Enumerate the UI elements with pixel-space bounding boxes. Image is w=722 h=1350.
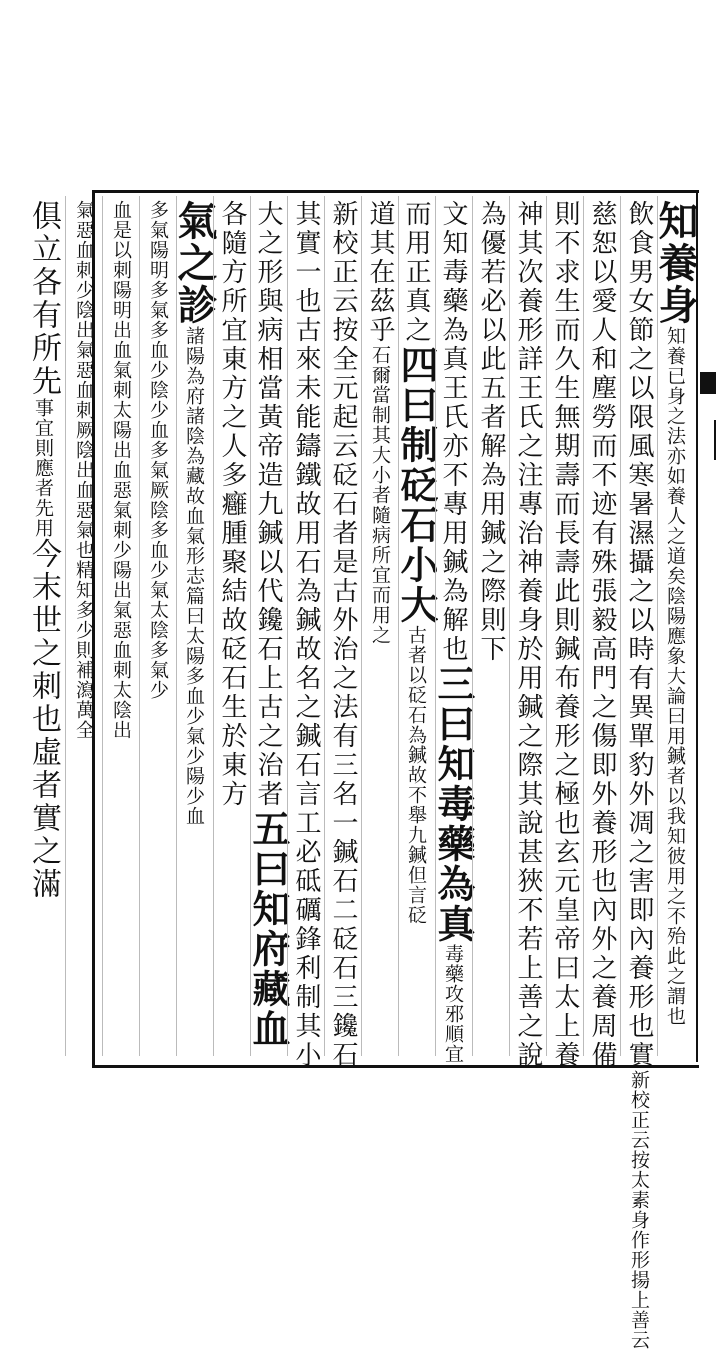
classic-text: 四曰制砭石小大 [394,345,439,625]
text-column [213,196,250,1056]
text-column [652,196,699,1056]
text-column [246,196,291,1056]
text-column [287,196,324,1070]
commentary-text: 知養已身之法亦如養人之道矣陰陽應象大論曰用鍼者以我知彼用之不殆此之謂也 [664,326,686,1026]
classic-text: 五曰知府藏血 [246,809,291,1049]
main-text: 為優若必以此五者解為用鍼之際則下 [476,200,506,664]
commentary-text: 毒藥攻邪順宜 [442,944,464,1064]
classic-text: 今末世之刺也虛者實之滿 [26,538,61,901]
text-column [509,196,546,1070]
page-fold-edge [696,190,722,1062]
main-text: 大之形與病相當黃帝造九鍼以代鑱石上古之治者 [253,200,283,809]
main-text: 各隨方所宜東方之人多癰腫聚結故砭石生於東方 [217,200,247,809]
main-text: 而用正真之 [401,200,431,345]
main-text: 其實一也古來未能鑄鐵故用石為鍼故名之鍼石言工必砥礪鋒利制其小 [291,200,321,1070]
section-heading: 氣之診 [171,200,218,326]
main-text: 慈恕以愛人和塵勞而不迹有殊張毅高門之傷即外養形也內外之養周備 [587,200,617,1070]
classic-text: 三曰知毒藥為真 [431,664,476,944]
main-text: 神其次養形詳王氏之注專治神養身於用鍼之際其說甚狹不若上善之說 [513,200,543,1070]
commentary-text: 諸陽為府諸陰為藏故血氣形志篇曰太陽多血少氣少陽少血 [183,326,205,826]
text-column [361,196,398,1056]
text-column [21,196,65,1056]
text-column [472,196,509,1056]
commentary-text: 石爾當制其大小者隨病所宜而用之 [369,345,391,645]
main-text: 新校正云按全元起云砭石者是古外治之法有三名一鍼石二砭石三鑱石 [328,200,358,1070]
section-heading: 知養身 [652,200,699,326]
text-column [394,196,439,1056]
text-column [324,196,361,1070]
commentary-text: 古者以砭石為鍼故不舉九鍼但言砭 [405,625,427,925]
main-text: 文知毒藥為真王氏亦不專用鍼為解也 [438,200,468,664]
text-column [431,196,476,1064]
commentary-text: 氣惡血刺少陰出氣惡血刺厥陰出血惡氣也精知多少則補瀉萬全 [73,200,95,740]
text-column [583,196,620,1070]
commentary-text: 血是以刺陽明出血氣刺太陽出血惡氣刺少陽出氣惡血刺太陰出 [110,200,132,740]
commentary-text: 多氣陽明多氣多血少陰少血多氣厥陰多血少氣太陰多氣少 [147,200,169,700]
text-column [171,196,218,1056]
text-column [546,196,583,1070]
text-column [65,196,102,1056]
commentary-text: 事宜則應者先用 [32,398,54,538]
main-text: 俱立各有所先 [26,200,61,398]
main-text: 飲食男女節之以限風寒暑濕攝之以時有異單豹外凋之害即內養形也實 [624,200,654,1070]
text-column [102,196,139,1056]
fold-mark [700,372,716,394]
main-text: 則不求生而久生無期壽而長壽此則鍼布養形之極也玄元皇帝曰太上養 [550,200,580,1070]
fold-line [702,420,716,460]
main-text: 道其在茲乎 [365,200,395,345]
text-columns [26,196,699,1350]
commentary-text: 新校正云按太素身作形揚上善云 [628,1070,650,1350]
